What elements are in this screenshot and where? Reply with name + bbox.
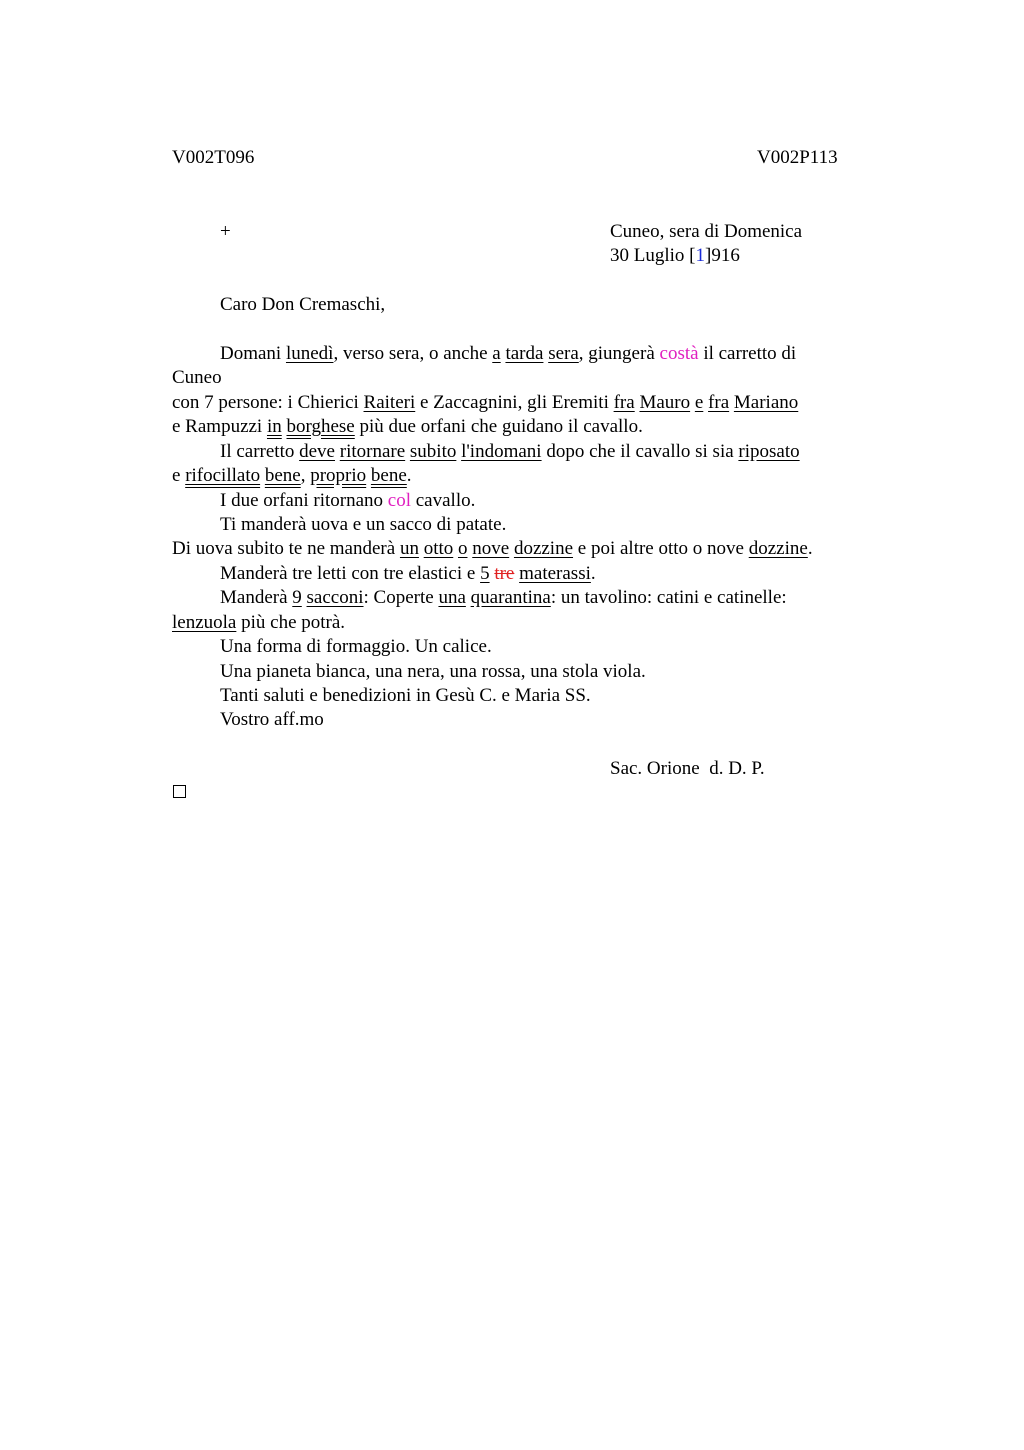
document-code-left: V002T096: [172, 147, 255, 168]
struck-word: tre: [494, 563, 515, 584]
date-bracket-digit: 1: [695, 245, 705, 266]
body-line-10: Manderà tre letti con tre elastici e 5 tre materassi.: [220, 563, 596, 584]
body-line-15: Tanti saluti e benedizioni in Gesù C. e Maria SS.: [220, 685, 591, 706]
date-line: 30 Luglio [1]916: [610, 245, 740, 266]
body-line-1: Domani lunedì, verso sera, o anche a tarda sera, giungerà costà il carretto di: [220, 343, 797, 364]
body-line-12: lenzuola più che potrà.: [172, 612, 346, 633]
body-line-4: e Rampuzzi in borghese più due orfani che guidano il cavallo.: [172, 416, 643, 437]
body-line-3: con 7 persone: i Chierici Raiteri e Zaccagnini, gli Eremiti fra Mauro e fra Mariano: [172, 392, 799, 413]
cross-symbol: +: [220, 221, 231, 242]
body-line-7: I due orfani ritornano col cavallo.: [220, 490, 476, 511]
body-line-14: Una pianeta bianca, una nera, una rossa, una stola viola.: [220, 661, 646, 682]
body-line-13: Una forma di formaggio. Un calice.: [220, 636, 492, 657]
body-line-6: e rifocillato bene, proprio bene.: [172, 465, 412, 486]
document-code-right: V002P113: [757, 147, 838, 168]
greeting: Caro Don Cremaschi,: [220, 294, 386, 315]
body-line-9: Di uova subito te ne manderà un otto o nove dozzine e poi altre otto o nove dozzine.: [172, 538, 813, 559]
body-line-5: Il carretto deve ritornare subito l'indomani dopo che il cavallo si sia riposato: [220, 441, 800, 462]
closing: Vostro aff.mo: [220, 709, 324, 730]
body-line-2: Cuneo: [172, 367, 222, 388]
end-marker-box: [173, 785, 186, 798]
place-line: Cuneo, sera di Domenica: [610, 221, 803, 242]
body-line-11: Manderà 9 sacconi: Coperte una quarantina: un tavolino: catini e catinelle:: [220, 587, 787, 608]
signature: Sac. Orione d. D. P.: [610, 758, 765, 779]
body-line-8: Ti manderà uova e un sacco di patate.: [220, 514, 507, 535]
